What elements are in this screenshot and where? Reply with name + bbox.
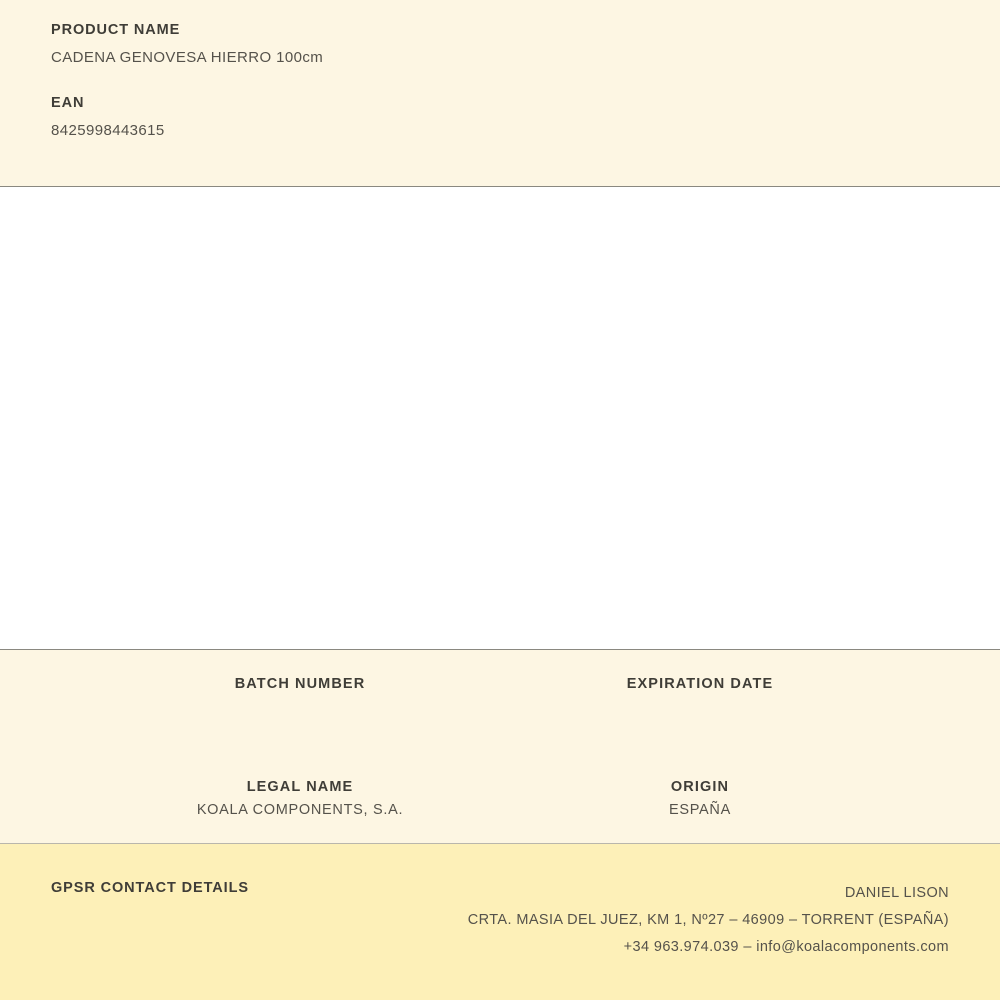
- field-ean: [51, 95, 1000, 139]
- gpsr-contact-phone-email: +34 963.974.039 – info@koalacomponents.com: [623, 939, 949, 955]
- legal-row: [0, 779, 1000, 820]
- batch-number-label: BATCH NUMBER: [234, 676, 366, 692]
- gpsr-footer: [0, 844, 1000, 1000]
- field-product-name: [51, 22, 1000, 66]
- field-origin: [500, 779, 900, 820]
- product-name-value: CADENA GENOVESA HIERRO 100cm: [51, 49, 324, 66]
- batch-number-value: [100, 699, 500, 717]
- origin-value: ESPAÑA: [669, 802, 731, 818]
- origin-label: ORIGIN: [670, 779, 730, 795]
- field-legal-name: [100, 779, 500, 820]
- gpsr-contact-address: CRTA. MASIA DEL JUEZ, KM 1, Nº27 – 46909 – TORRENT (ESPAÑA): [467, 912, 949, 928]
- batch-and-legal-block: [0, 650, 1000, 844]
- legal-name-label: LEGAL NAME: [246, 779, 354, 795]
- batch-row: [0, 676, 1000, 717]
- product-name-label: PRODUCT NAME: [51, 22, 181, 38]
- ean-label: EAN: [51, 95, 85, 111]
- ean-value: 8425998443615: [51, 122, 165, 139]
- gpsr-contact-details-label: GPSR CONTACT DETAILS: [51, 880, 249, 896]
- gpsr-contact-name: DANIEL LISON: [844, 885, 949, 901]
- product-identification-block: [0, 0, 1000, 187]
- legal-name-value: KOALA COMPONENTS, S.A.: [196, 802, 404, 818]
- expiration-date-value: [500, 699, 900, 717]
- field-expiration-date: [500, 676, 900, 717]
- expiration-date-label: EXPIRATION DATE: [626, 676, 774, 692]
- blank-content-area: [0, 187, 1000, 650]
- gpsr-contact-lines: [468, 880, 949, 961]
- field-batch-number: [100, 676, 500, 717]
